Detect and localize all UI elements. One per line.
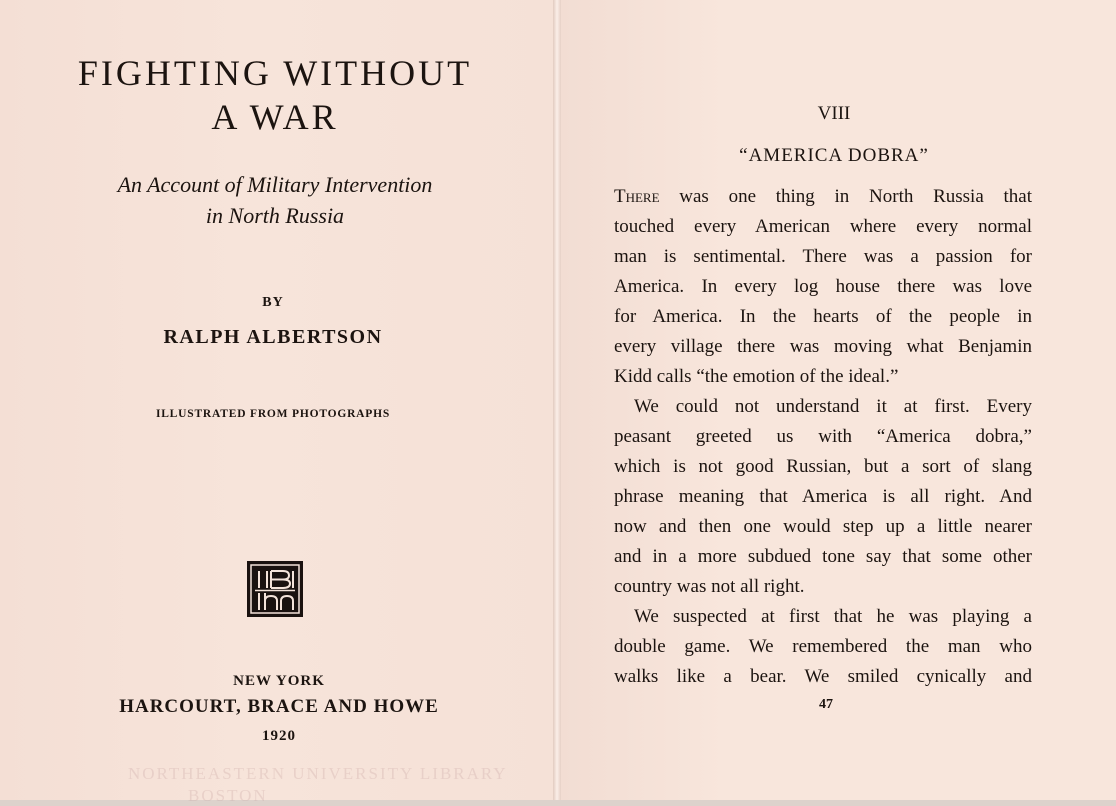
body-line: which is not good Russian, but a sort of slang: [614, 456, 1032, 477]
body-line: for America. In the hearts of the people in: [614, 306, 1032, 327]
body-line: We suspected at first that he was playing a: [634, 606, 1032, 627]
book-gutter: [553, 0, 561, 800]
body-line: phrase meaning that America is all right. And: [614, 486, 1032, 507]
chapter-number: VIII: [817, 103, 851, 124]
body-line: walks like a bear. We smiled cynically and: [614, 666, 1032, 687]
illustrated-note: ILLUSTRATED FROM PHOTOGRAPHS: [155, 408, 391, 420]
publisher-logo-icon: [247, 561, 303, 617]
publication-year: 1920: [262, 728, 296, 744]
body-line: country was not all right.: [614, 576, 805, 597]
body-line: and in a more subdued tone say that some other: [614, 546, 1032, 567]
body-line: There was one thing in North Russia that: [614, 186, 1032, 207]
subtitle-line-2: in North Russia: [205, 203, 345, 228]
body-line: peasant greeted us with “America dobra,”: [614, 426, 1032, 447]
body-line: every village there was moving what Benjamin: [614, 336, 1032, 357]
book-title-line-1: FIGHTING WITHOUT: [77, 53, 473, 93]
author-name: RALPH ALBERTSON: [163, 326, 383, 348]
body-line: man is sentimental. There was a passion for: [614, 246, 1032, 267]
body-line: Kidd calls “the emotion of the ideal.”: [614, 366, 899, 387]
title-page: [0, 0, 553, 805]
body-line: America. In every log house there was love: [614, 276, 1032, 297]
body-line: double game. We remembered the man who: [614, 636, 1032, 657]
page-number: 47: [819, 697, 833, 712]
publisher-city: NEW YORK: [233, 673, 325, 689]
body-line: We could not understand it at first. Every: [634, 396, 1032, 417]
body-line: touched every American where every normal: [614, 216, 1032, 237]
book-title-line-2: A WAR: [211, 97, 339, 137]
lead-word: There: [614, 186, 660, 207]
body-line: now and then one would step up a little nearer: [614, 516, 1032, 537]
subtitle-line-1: An Account of Military Intervention: [117, 172, 433, 197]
text-page: [561, 0, 1116, 800]
by-label: BY: [262, 295, 284, 310]
chapter-title: “AMERICA DOBRA”: [739, 145, 929, 166]
library-stamp-line-2: BOSTON: [188, 786, 268, 805]
publisher-name: HARCOURT, BRACE AND HOWE: [119, 696, 439, 717]
library-stamp-line-1: NORTHEASTERN UNIVERSITY LIBRARY: [128, 764, 508, 783]
